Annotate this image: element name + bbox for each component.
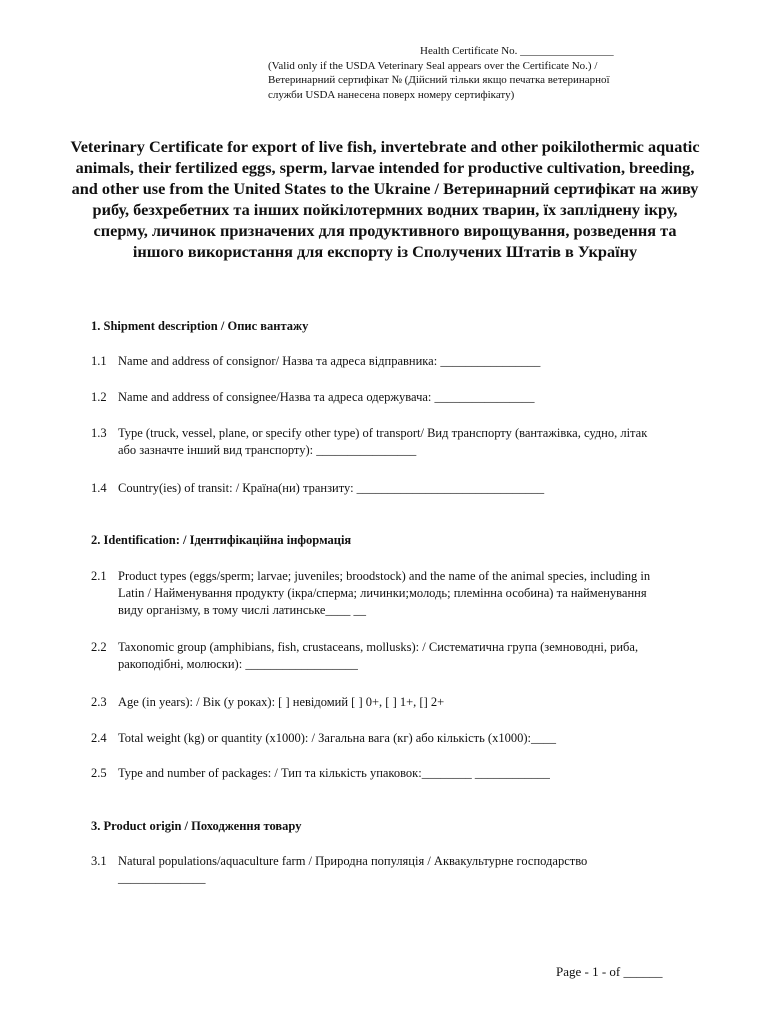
item-2-5: [91, 765, 691, 782]
page-number: Page - 1 - of ______: [556, 964, 663, 979]
item-text: Taxonomic group (amphibians, fish, crustaceans, mollusks): / Систематична група (земноводні, риба, ракоподібні, молюски): __________________: [118, 640, 639, 671]
section-3-heading: 3. Product origin / Походження товару: [91, 819, 302, 833]
section-1-heading: 1. Shipment description / Опис вантажу: [91, 319, 309, 333]
item-number: 2.2: [91, 640, 107, 654]
item-number: 1.3: [91, 426, 107, 440]
item-3-1: [91, 853, 621, 887]
item-2-2: [91, 639, 651, 673]
item-2-3: [91, 694, 691, 711]
item-text: Name and address of consignee/Назва та адреса одержувача: ________________: [118, 390, 535, 404]
item-1-1: [91, 353, 691, 370]
document-title: Veterinary Certificate for export of live fish, invertebrate and other poikilothermic aquatic animals, their fertilized eggs, sperm, larvae intended for productive cultivation, breeding, and other use from the United States to the Ukraine / Ветеринарний сертифікат на живу рибу, безхребетних та інших пойкілотермних водних тварин, їх запліднену ікру, сперму, личинок призначених для продуктивного вирощування, розведення та іншого використання для експорту із Сполучених Штатів в Україну: [70, 137, 700, 261]
item-number: 1.2: [91, 390, 107, 404]
header-note-uk-1: Ветеринарний сертифікат № (Дійсний тільки якщо печатка ветеринарної: [268, 74, 610, 86]
item-number: 2.4: [91, 731, 107, 745]
item-1-3: [91, 425, 656, 459]
item-1-4: [91, 480, 691, 497]
item-text: Total weight (kg) or quantity (x1000): / Загальна вага (кг) або кількість (x1000):____: [118, 731, 556, 745]
section-2-heading: 2. Identification: / Ідентифікаційна інформація: [91, 533, 352, 547]
item-number: 2.5: [91, 766, 107, 780]
item-text: Type (truck, vessel, plane, or specify other type) of transport/ Вид транспорту (вантажівка, судно, літак або зазначте інший вид транспорту): ________________: [118, 426, 648, 457]
item-text: Natural populations/aquaculture farm / Природна популяція / Аквакультурне господарство ______________: [118, 854, 588, 885]
item-number: 2.3: [91, 695, 107, 709]
header-note-en: (Valid only if the USDA Veterinary Seal appears over the Certificate No.) /: [268, 59, 598, 72]
item-number: 3.1: [91, 854, 107, 868]
item-1-2: [91, 389, 691, 406]
item-number: 1.1: [91, 354, 107, 368]
item-number: 2.1: [91, 569, 107, 583]
certificate-header: [268, 44, 708, 102]
item-number: 1.4: [91, 481, 107, 495]
health-certificate-number: Health Certificate No. _________________: [420, 45, 614, 57]
item-text: Age (in years): / Вік (у роках): [ ] невідомий [ ] 0+, [ ] 1+, [] 2+: [118, 695, 445, 709]
item-2-1: [91, 568, 651, 619]
item-text: Country(ies) of transit: / Країна(ни) транзиту: ______________________________: [118, 481, 545, 495]
item-text: Product types (eggs/sperm; larvae; juveniles; broodstock) and the name of the animal species, including in Latin / Найменування продукту (ікра/сперма; личинки;молодь; племінна особина) та найменування виду організму, в тому числі латинське____ __: [118, 569, 651, 617]
item-text: Type and number of packages: / Тип та кількість упаковок:________ ____________: [118, 766, 550, 780]
header-note-uk-2: служби USDA нанесена поверх номеру сертифікату): [268, 88, 515, 101]
item-2-4: [91, 730, 691, 747]
item-text: Name and address of consignor/ Назва та адреса відправника: ________________: [118, 354, 541, 368]
